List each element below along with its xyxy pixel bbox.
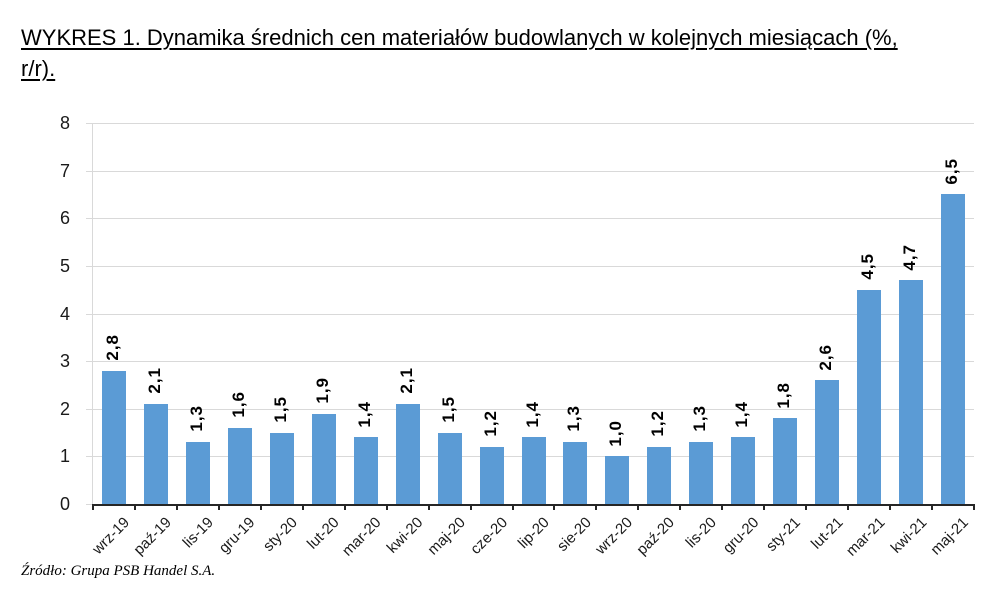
x-category-label: sty-20	[259, 514, 301, 555]
bar-value-label: 1,0	[606, 419, 626, 447]
gridline	[93, 218, 974, 219]
x-category-label: gru-19	[216, 514, 259, 557]
x-category-label: kwi-21	[887, 514, 931, 557]
x-category-label: maj-20	[424, 514, 469, 559]
bar-value-label: 1,4	[522, 400, 542, 428]
bar-value-label: 1,9	[312, 376, 332, 404]
x-category-label: wrz-19	[89, 514, 134, 558]
bar	[522, 437, 546, 504]
x-tick-mark	[973, 504, 975, 510]
chart-title-line1: WYKRES 1. Dynamika średnich cen materiałów budowlanych w kolejnych miesiącach (%,	[21, 25, 898, 50]
x-category-label: sie-20	[553, 514, 595, 555]
x-tick-mark	[679, 504, 681, 510]
bar-chart	[40, 16, 994, 612]
x-category-label: sty-21	[763, 514, 805, 555]
bar-value-label: 2,1	[396, 367, 416, 394]
bar-value-label: 4,5	[858, 253, 878, 280]
bar	[438, 433, 462, 504]
x-tick-mark	[637, 504, 639, 510]
y-tick-label: 7	[59, 160, 70, 181]
y-tick-label: 5	[59, 255, 70, 276]
x-tick-mark	[470, 504, 472, 510]
bar-value-label: 2,6	[816, 343, 836, 371]
bar	[186, 442, 210, 504]
plot-area	[92, 123, 974, 504]
x-tick-mark	[553, 504, 555, 510]
y-tick-label: 2	[59, 398, 70, 419]
bar-value-label: 1,5	[270, 395, 290, 423]
x-category-label: paź-20	[633, 514, 679, 559]
x-category-label: maj-21	[927, 514, 973, 559]
bar	[312, 414, 336, 504]
x-category-label: paź-19	[130, 514, 175, 559]
bar	[270, 433, 294, 504]
bar-value-label: 1,3	[564, 405, 584, 433]
x-tick-mark	[386, 504, 388, 510]
x-category-label: lis-19	[179, 514, 217, 552]
x-axis-line	[92, 504, 974, 506]
x-tick-mark	[763, 504, 765, 510]
bar-value-label: 1,3	[186, 405, 206, 433]
x-category-label: lut-21	[807, 514, 847, 553]
y-tick-mark	[86, 409, 92, 410]
x-tick-mark	[218, 504, 220, 510]
bar-value-label: 1,3	[690, 405, 710, 433]
y-tick-label: 0	[59, 494, 70, 514]
x-category-label: mar-20	[339, 514, 385, 560]
bar	[899, 280, 923, 504]
y-tick-mark	[86, 123, 92, 124]
source-note: Źródło: Grupa PSB Handel S.A.	[21, 563, 216, 579]
bar-value-label: 2,8	[102, 334, 122, 361]
gridline	[93, 123, 974, 124]
y-tick-label: 8	[59, 113, 70, 133]
bar-value-label: 1,2	[480, 410, 500, 437]
x-tick-mark	[134, 504, 136, 510]
gridline	[93, 361, 974, 362]
y-tick-label: 6	[59, 208, 70, 229]
bar-value-label: 1,6	[228, 391, 248, 418]
bar	[941, 194, 965, 504]
bar-value-label: 1,4	[354, 400, 374, 428]
bar-value-label: 4,7	[900, 243, 920, 271]
bar	[228, 428, 252, 504]
bar	[480, 447, 504, 504]
y-tick-label: 4	[59, 303, 70, 324]
bar	[396, 404, 420, 504]
y-tick-label: 3	[59, 351, 70, 372]
bar	[563, 442, 587, 504]
y-tick-mark	[86, 361, 92, 362]
x-category-label: lip-20	[514, 514, 553, 552]
x-category-label: wrz-20	[592, 514, 637, 558]
x-tick-mark	[931, 504, 933, 510]
x-tick-mark	[92, 504, 94, 510]
bar	[647, 447, 671, 504]
bar	[144, 404, 168, 504]
y-tick-label: 1	[59, 446, 70, 467]
x-category-label: gru-20	[719, 514, 763, 557]
bar-value-label: 1,2	[648, 410, 668, 437]
gridline	[93, 266, 974, 267]
x-tick-mark	[721, 504, 723, 510]
bar	[857, 290, 881, 504]
y-tick-mark	[86, 266, 92, 267]
bar-value-label: 2,1	[144, 367, 164, 394]
x-category-label: lut-20	[304, 514, 343, 553]
bar-value-label: 1,8	[774, 381, 794, 409]
bar	[605, 456, 629, 504]
gridline	[93, 171, 974, 172]
x-tick-mark	[344, 504, 346, 510]
x-tick-mark	[805, 504, 807, 510]
chart-title-line2: r/r).	[21, 56, 56, 81]
gridline	[93, 314, 974, 315]
x-tick-mark	[260, 504, 262, 510]
bar-value-label: 6,5	[942, 157, 962, 185]
y-tick-mark	[86, 171, 92, 172]
bar	[354, 437, 378, 504]
x-tick-mark	[512, 504, 514, 510]
bar-value-label: 1,5	[438, 395, 458, 423]
y-tick-mark	[86, 504, 92, 505]
x-tick-mark	[595, 504, 597, 510]
x-category-label: lis-20	[682, 514, 721, 552]
x-category-label: kwi-20	[383, 514, 427, 557]
x-tick-mark	[176, 504, 178, 510]
y-tick-mark	[86, 218, 92, 219]
y-tick-mark	[86, 314, 92, 315]
bar	[689, 442, 713, 504]
bar	[773, 418, 797, 504]
x-category-label: mar-21	[842, 514, 889, 560]
x-tick-mark	[889, 504, 891, 510]
bar	[815, 380, 839, 504]
bar-value-label: 1,4	[732, 400, 752, 428]
bar	[731, 437, 755, 504]
x-tick-mark	[302, 504, 304, 510]
bar	[102, 371, 126, 504]
x-tick-mark	[428, 504, 430, 510]
y-tick-mark	[86, 456, 92, 457]
x-tick-mark	[847, 504, 849, 510]
x-category-label: cze-20	[466, 514, 511, 558]
